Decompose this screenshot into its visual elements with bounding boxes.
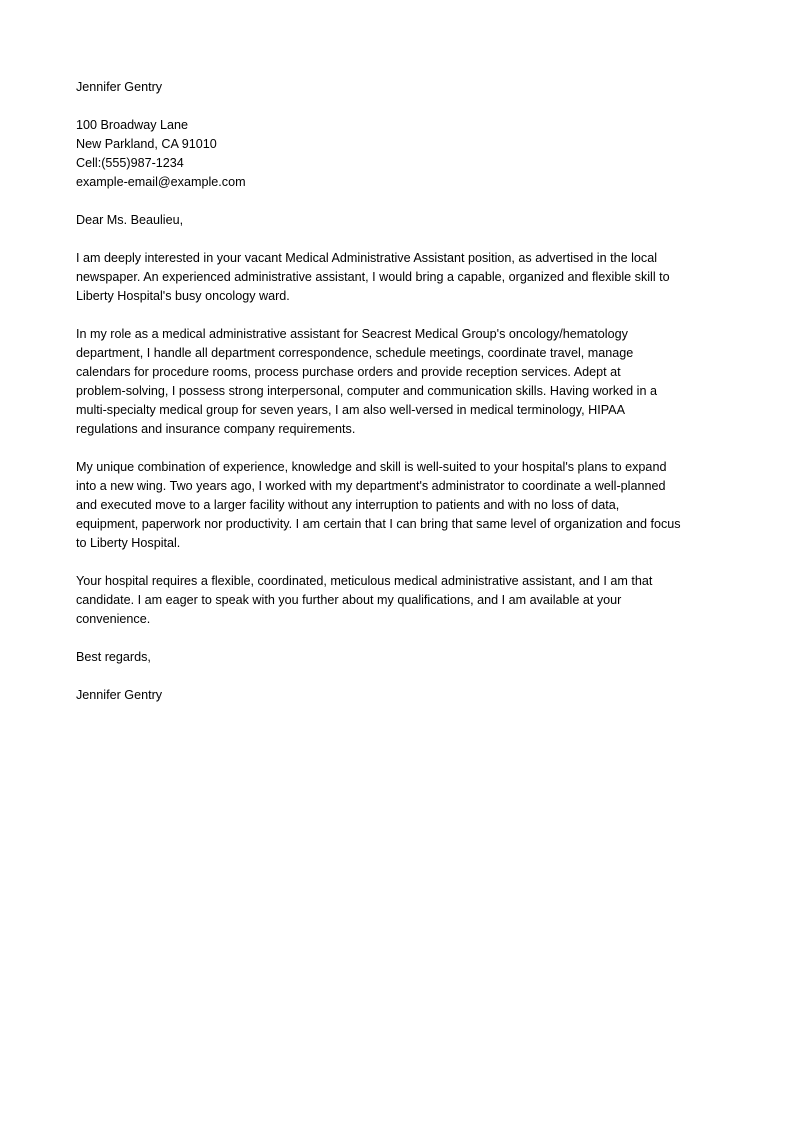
signature-block <box>76 686 716 705</box>
paragraph-line: to Liberty Hospital. <box>76 536 181 550</box>
paragraph-line: I am deeply interested in your vacant Medical Administrative Assistant position, as advertised in the local <box>76 251 658 265</box>
paragraph-line: calendars for procedure rooms, process purchase orders and provide reception services. Adept at <box>76 365 621 379</box>
paragraph-line: In my role as a medical administrative assistant for Seacrest Medical Group's oncology/hematology <box>76 327 628 341</box>
paragraph-line: candidate. I am eager to speak with you further about my qualifications, and I am available at your <box>76 593 622 607</box>
salutation: Dear Ms. Beaulieu, <box>76 213 184 227</box>
sender-name-block <box>76 78 716 97</box>
paragraph-1 <box>76 249 716 306</box>
closing: Best regards, <box>76 650 151 664</box>
letter-body <box>76 78 716 724</box>
paragraph-2 <box>76 325 716 439</box>
address-phone: Cell:(555)987-1234 <box>76 156 184 170</box>
address-street: 100 Broadway Lane <box>76 118 189 132</box>
signature-name: Jennifer Gentry <box>76 688 163 702</box>
sender-address-block <box>76 116 716 192</box>
paragraph-4 <box>76 572 716 629</box>
closing-block <box>76 648 716 667</box>
paragraph-line: convenience. <box>76 612 151 626</box>
address-email: example-email@example.com <box>76 175 246 189</box>
paragraph-line: department, I handle all department correspondence, schedule meetings, coordinate travel, manage <box>76 346 634 360</box>
salutation-block <box>76 211 716 230</box>
paragraph-3 <box>76 458 716 553</box>
address-city: New Parkland, CA 91010 <box>76 137 217 151</box>
paragraph-line: newspaper. An experienced administrative assistant, I would bring a capable, organized and flexible skill to <box>76 270 670 284</box>
paragraph-line: equipment, paperwork nor productivity. I am certain that I can bring that same level of organization and focus <box>76 517 681 531</box>
paragraph-line: into a new wing. Two years ago, I worked with my department's administrator to coordinate a well-planned <box>76 479 666 493</box>
paragraph-line: Liberty Hospital's busy oncology ward. <box>76 289 290 303</box>
paragraph-line: regulations and insurance company requirements. <box>76 422 356 436</box>
paragraph-line: My unique combination of experience, knowledge and skill is well-suited to your hospital's plans to expand <box>76 460 667 474</box>
paragraph-line: multi-specialty medical group for seven years, I am also well-versed in medical terminology, HIPAA <box>76 403 625 417</box>
paragraph-line: problem-solving, I possess strong interpersonal, computer and communication skills. Having worked in a <box>76 384 657 398</box>
paragraph-line: and executed move to a larger facility without any interruption to patients and with no loss of data, <box>76 498 620 512</box>
sender-name: Jennifer Gentry <box>76 80 163 94</box>
paragraph-line: Your hospital requires a flexible, coordinated, meticulous medical administrative assistant, and I am that <box>76 574 653 588</box>
